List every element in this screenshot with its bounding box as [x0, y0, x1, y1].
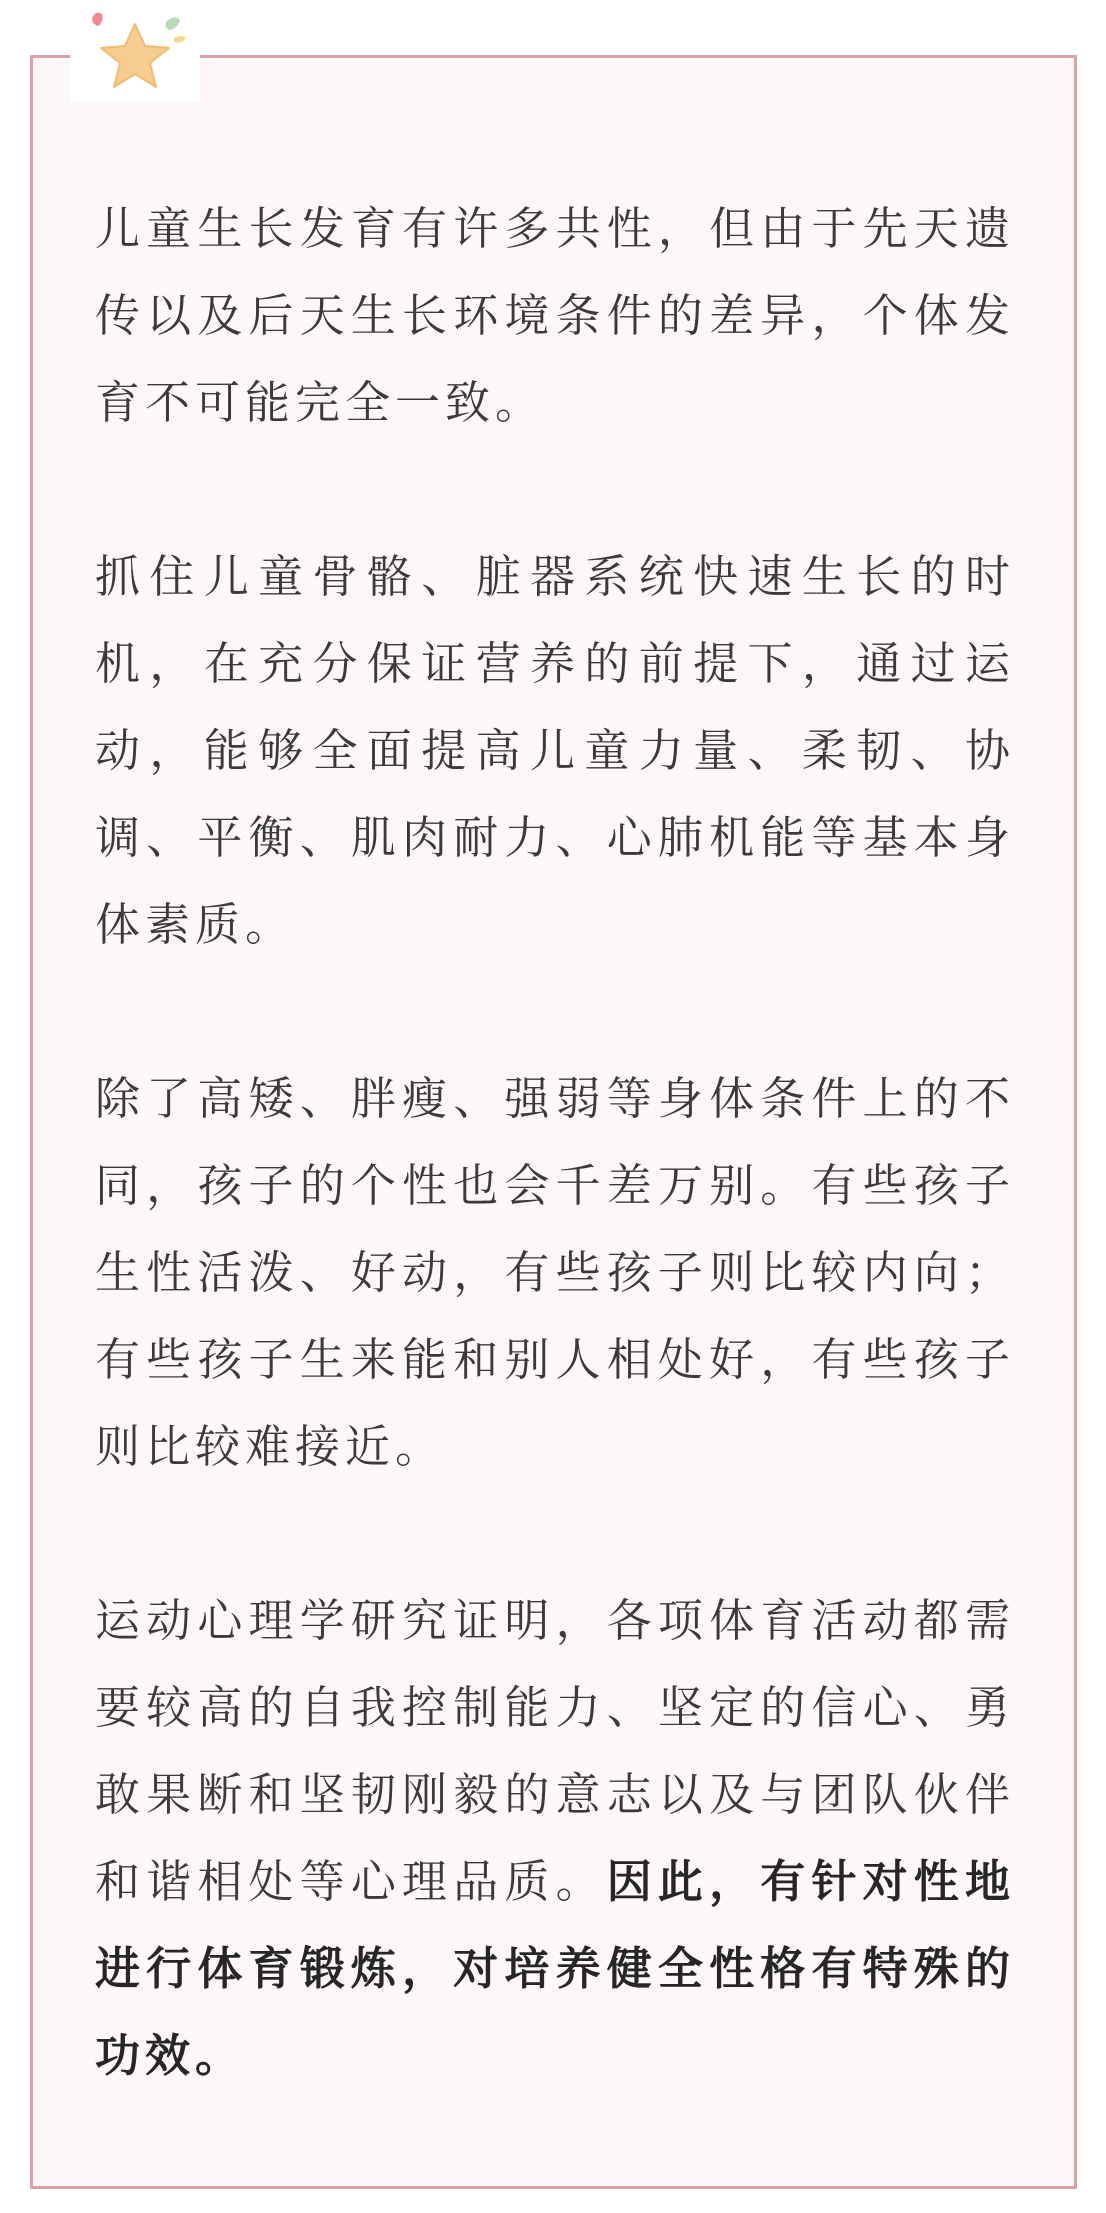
paragraph-2: 抓住儿童骨骼、脏器系统快速生长的时机，在充分保证营养的前提下，通过运动，能够全面提高儿童力量、柔韧、协调、平衡、肌肉耐力、心肺机能等基本身体素质。	[95, 550, 1015, 951]
article-body	[95, 185, 1015, 2099]
star-icon	[70, 2, 200, 102]
paragraph-4-emphasis: 因此，有针对性地进行体育锻炼，对培养健全性格有特殊的功效。	[95, 1855, 1015, 2082]
sparkle-yellow-icon	[174, 36, 186, 43]
paragraph-4	[95, 1577, 1015, 2099]
paragraph-1: 儿童生长发育有许多共性，但由于先天遗传以及后天生长环境条件的差异，个体发育不可能完全一致。	[95, 202, 1015, 429]
sparkle-green-icon	[166, 17, 181, 30]
paragraph-3: 除了高矮、胖瘦、强弱等身体条件上的不同，孩子的个性也会千差万别。有些孩子生性活泼、好动，有些孩子则比较内向；有些孩子生来能和别人相处好，有些孩子则比较难接近。	[95, 1072, 1015, 1473]
paragraph-4-text: 运动心理学研究证明，各项体育活动都需要较高的自我控制能力、坚定的信心、勇敢果断和坚韧刚毅的意志以及与团队伙伴和谐相处等心理品质。	[95, 1594, 1015, 1908]
star-decoration	[70, 2, 200, 102]
sparkle-red-icon	[92, 13, 103, 26]
star-shape	[101, 24, 169, 87]
